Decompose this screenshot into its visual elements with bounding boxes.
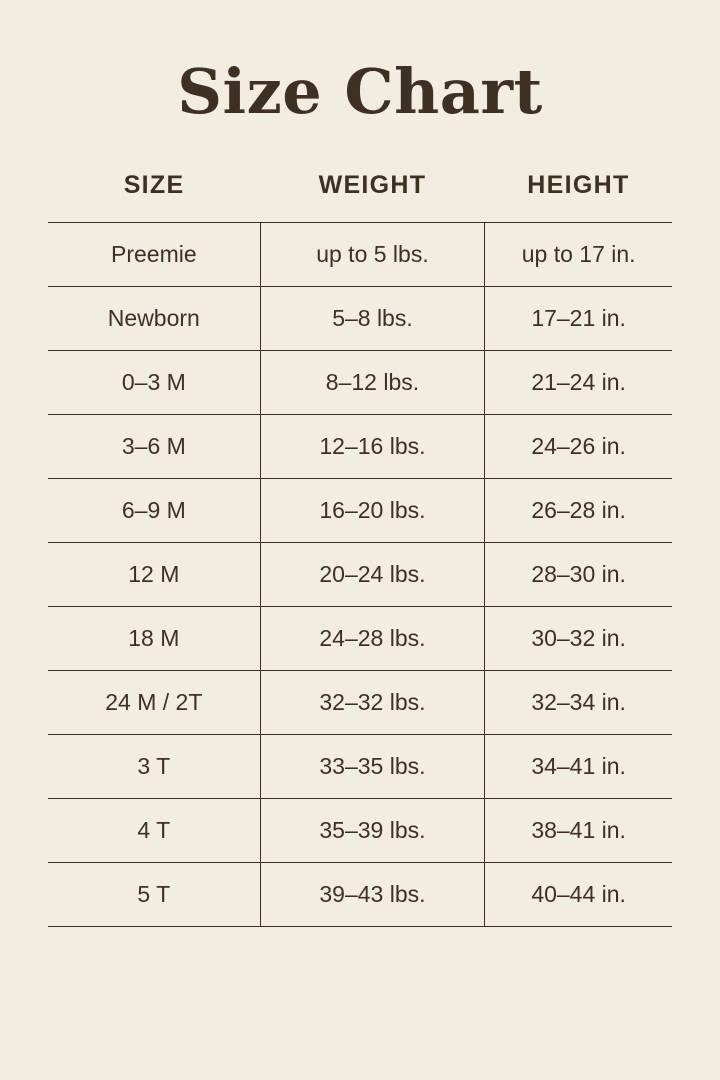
page-title: Size Chart: [177, 55, 543, 128]
cell-weight: 20–24 lbs.: [260, 543, 485, 607]
table-row: [48, 799, 672, 863]
cell-height: up to 17 in.: [485, 223, 672, 287]
table-row: [48, 223, 672, 287]
cell-size: 18 M: [48, 607, 260, 671]
cell-size: 12 M: [48, 543, 260, 607]
size-chart-table-wrapper: [48, 170, 672, 927]
table-row: [48, 863, 672, 927]
table-header-row: [48, 170, 672, 223]
table-row: [48, 351, 672, 415]
cell-height: 24–26 in.: [485, 415, 672, 479]
cell-size: 3 T: [48, 735, 260, 799]
table-row: [48, 287, 672, 351]
column-header-weight: WEIGHT: [318, 171, 427, 200]
table-row: [48, 415, 672, 479]
cell-height: 34–41 in.: [485, 735, 672, 799]
cell-size: Newborn: [48, 287, 260, 351]
table-row: [48, 671, 672, 735]
cell-size: 24 M / 2T: [48, 671, 260, 735]
cell-height: 17–21 in.: [485, 287, 672, 351]
cell-weight: 5–8 lbs.: [260, 287, 485, 351]
cell-size: 3–6 M: [48, 415, 260, 479]
cell-size: 4 T: [48, 799, 260, 863]
table-header: [48, 170, 672, 223]
cell-size: Preemie: [48, 223, 260, 287]
cell-weight: 24–28 lbs.: [260, 607, 485, 671]
size-chart-table: [48, 170, 672, 927]
table-row: [48, 735, 672, 799]
cell-size: 6–9 M: [48, 479, 260, 543]
cell-weight: 12–16 lbs.: [260, 415, 485, 479]
cell-height: 21–24 in.: [485, 351, 672, 415]
cell-size: 0–3 M: [48, 351, 260, 415]
cell-weight: 8–12 lbs.: [260, 351, 485, 415]
table-row: [48, 607, 672, 671]
table-body: [48, 223, 672, 927]
cell-height: 40–44 in.: [485, 863, 672, 927]
cell-weight: 33–35 lbs.: [260, 735, 485, 799]
cell-weight: 35–39 lbs.: [260, 799, 485, 863]
table-row: [48, 479, 672, 543]
cell-weight: 16–20 lbs.: [260, 479, 485, 543]
cell-height: 32–34 in.: [485, 671, 672, 735]
cell-size: 5 T: [48, 863, 260, 927]
cell-height: 28–30 in.: [485, 543, 672, 607]
cell-weight: 39–43 lbs.: [260, 863, 485, 927]
cell-height: 30–32 in.: [485, 607, 672, 671]
cell-height: 26–28 in.: [485, 479, 672, 543]
cell-height: 38–41 in.: [485, 799, 672, 863]
table-row: [48, 543, 672, 607]
cell-weight: up to 5 lbs.: [260, 223, 485, 287]
cell-weight: 32–32 lbs.: [260, 671, 485, 735]
column-header-size: SIZE: [123, 171, 185, 200]
column-header-height: HEIGHT: [527, 171, 630, 200]
